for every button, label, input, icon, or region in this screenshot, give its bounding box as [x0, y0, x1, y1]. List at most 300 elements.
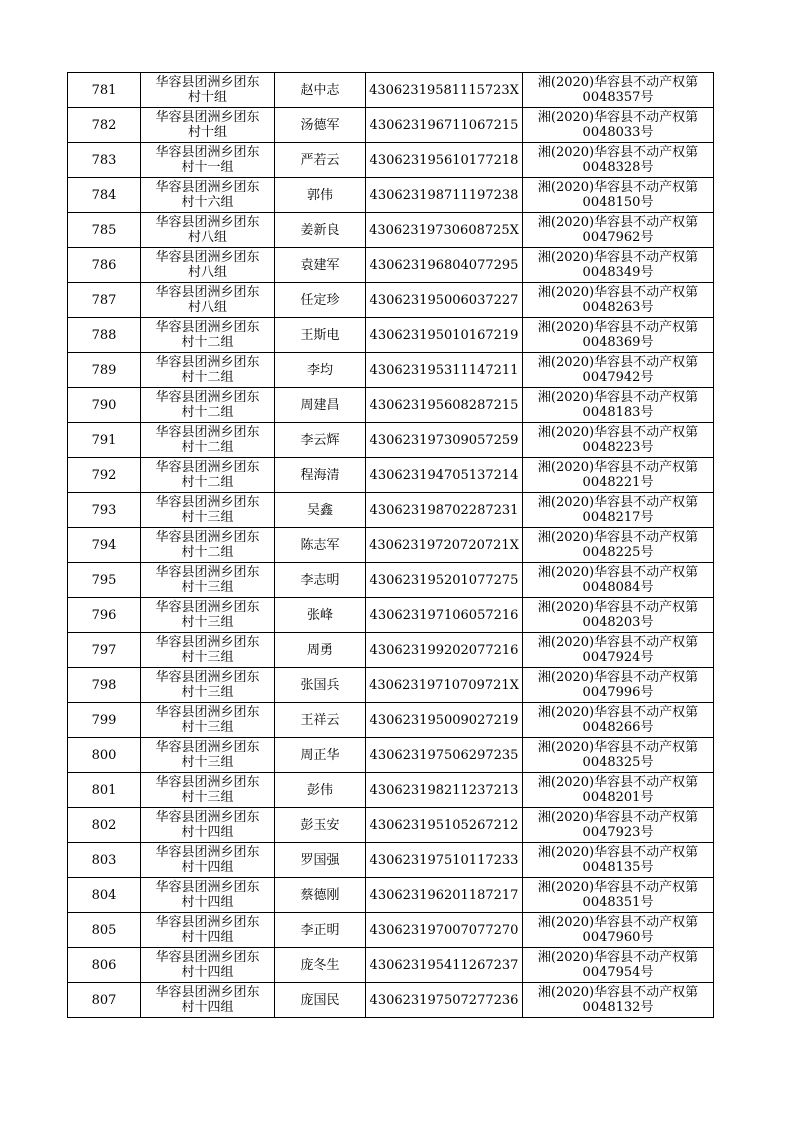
address-line-1: 华容县团洲乡团东 [155, 705, 260, 720]
person-name: 罗国强 [300, 852, 340, 868]
certificate-line-1: 湘(2020)华容县不动产权第 [537, 600, 699, 615]
table-row [68, 703, 714, 738]
address-line-1: 华容县团洲乡团东 [155, 390, 260, 405]
address-line-2: 村十三组 [181, 580, 234, 595]
name-cell [275, 318, 366, 353]
row-number: 794 [91, 537, 117, 553]
row-number: 795 [91, 572, 117, 588]
id-number: 430623196804077295 [369, 257, 519, 273]
person-name: 王斯电 [300, 327, 340, 343]
id-number-cell [366, 738, 523, 773]
certificate-line-1: 湘(2020)华容县不动产权第 [537, 530, 699, 545]
certificate-line-1: 湘(2020)华容县不动产权第 [537, 495, 699, 510]
id-number: 430623195006037227 [369, 292, 519, 308]
table-row [68, 178, 714, 213]
address-line-1: 华容县团洲乡团东 [155, 880, 260, 895]
person-name: 王祥云 [300, 712, 340, 728]
person-name: 李正明 [300, 922, 340, 938]
name-cell [275, 73, 366, 108]
id-number-cell [366, 458, 523, 493]
address-line-1: 华容县团洲乡团东 [155, 145, 260, 160]
certificate-cell [523, 353, 714, 388]
id-number-cell [366, 948, 523, 983]
address-line-2: 村十三组 [181, 755, 234, 770]
certificate-line-1: 湘(2020)华容县不动产权第 [537, 355, 699, 370]
address-cell [141, 668, 275, 703]
certificate-line-2: 0048266号 [582, 720, 654, 735]
table-row [68, 248, 714, 283]
row-number: 797 [91, 642, 117, 658]
certificate-line-2: 0048150号 [582, 195, 654, 210]
certificate-cell [523, 248, 714, 283]
name-cell [275, 633, 366, 668]
table-row [68, 668, 714, 703]
certificate-line-1: 湘(2020)华容县不动产权第 [537, 985, 699, 1000]
row-number: 802 [91, 817, 117, 833]
person-name: 周勇 [306, 642, 333, 658]
certificate-line-2: 0047942号 [582, 370, 654, 385]
address-line-2: 村八组 [187, 300, 227, 315]
table-row [68, 843, 714, 878]
row-number-cell [68, 983, 141, 1018]
address-line-2: 村十一组 [181, 160, 234, 175]
certificate-line-2: 0047954号 [582, 965, 654, 980]
id-number: 430623195608287215 [369, 397, 519, 413]
address-line-2: 村十组 [187, 125, 227, 140]
address-line-2: 村十二组 [181, 475, 234, 490]
certificate-cell [523, 108, 714, 143]
row-number-cell [68, 73, 141, 108]
person-name: 周建昌 [300, 397, 340, 413]
id-number-cell [366, 73, 523, 108]
person-name: 赵中志 [300, 82, 340, 98]
address-line-2: 村十二组 [181, 405, 234, 420]
address-line-1: 华容县团洲乡团东 [155, 285, 260, 300]
person-name: 陈志军 [300, 537, 340, 553]
address-cell [141, 983, 275, 1018]
name-cell [275, 563, 366, 598]
row-number-cell [68, 493, 141, 528]
address-cell [141, 493, 275, 528]
certificate-line-2: 0048328号 [582, 160, 654, 175]
person-name: 庞国民 [300, 992, 340, 1008]
row-number-cell [68, 248, 141, 283]
row-number: 786 [91, 257, 117, 273]
certificate-line-1: 湘(2020)华容县不动产权第 [537, 285, 699, 300]
row-number-cell [68, 948, 141, 983]
row-number: 791 [91, 432, 117, 448]
certificate-line-1: 湘(2020)华容县不动产权第 [537, 565, 699, 580]
address-line-2: 村十二组 [181, 335, 234, 350]
registry-table [67, 72, 714, 1018]
name-cell [275, 808, 366, 843]
address-cell [141, 388, 275, 423]
table-row [68, 213, 714, 248]
certificate-cell [523, 528, 714, 563]
certificate-cell [523, 143, 714, 178]
address-line-1: 华容县团洲乡团东 [155, 110, 260, 125]
row-number: 800 [91, 747, 117, 763]
id-number: 430623195311147211 [369, 362, 519, 378]
address-line-2: 村十四组 [181, 860, 234, 875]
address-line-1: 华容县团洲乡团东 [155, 75, 260, 90]
certificate-line-1: 湘(2020)华容县不动产权第 [537, 705, 699, 720]
person-name: 彭伟 [306, 782, 333, 798]
person-name: 吴鑫 [306, 502, 333, 518]
row-number: 792 [91, 467, 117, 483]
address-line-1: 华容县团洲乡团东 [155, 775, 260, 790]
row-number-cell [68, 178, 141, 213]
name-cell [275, 773, 366, 808]
certificate-line-1: 湘(2020)华容县不动产权第 [537, 390, 699, 405]
address-cell [141, 143, 275, 178]
certificate-line-2: 0048183号 [582, 405, 654, 420]
row-number: 804 [91, 887, 117, 903]
certificate-line-1: 湘(2020)华容县不动产权第 [537, 180, 699, 195]
id-number: 430623195201077275 [369, 572, 519, 588]
name-cell [275, 493, 366, 528]
certificate-cell [523, 388, 714, 423]
row-number: 806 [91, 957, 117, 973]
person-name: 李云辉 [300, 432, 340, 448]
person-name: 汤德军 [300, 117, 340, 133]
table-row [68, 913, 714, 948]
row-number: 789 [91, 362, 117, 378]
certificate-line-1: 湘(2020)华容县不动产权第 [537, 145, 699, 160]
address-line-2: 村八组 [187, 230, 227, 245]
name-cell [275, 248, 366, 283]
certificate-line-2: 0048201号 [582, 790, 654, 805]
address-line-2: 村十四组 [181, 1000, 234, 1015]
id-number: 430623195411267237 [369, 957, 519, 973]
registry-table-body [68, 73, 714, 1018]
certificate-line-2: 0047996号 [582, 685, 654, 700]
name-cell [275, 983, 366, 1018]
row-number-cell [68, 318, 141, 353]
id-number: 430623197007077270 [369, 922, 519, 938]
certificate-cell [523, 773, 714, 808]
person-name: 张峰 [306, 607, 333, 623]
certificate-line-1: 湘(2020)华容县不动产权第 [537, 845, 699, 860]
address-cell [141, 948, 275, 983]
address-line-1: 华容县团洲乡团东 [155, 740, 260, 755]
certificate-line-1: 湘(2020)华容县不动产权第 [537, 635, 699, 650]
name-cell [275, 843, 366, 878]
certificate-cell [523, 633, 714, 668]
address-line-1: 华容县团洲乡团东 [155, 215, 260, 230]
table-row [68, 318, 714, 353]
id-number-cell [366, 703, 523, 738]
certificate-cell [523, 983, 714, 1018]
id-number: 43062319730608725X [369, 222, 519, 238]
name-cell [275, 668, 366, 703]
certificate-line-1: 湘(2020)华容县不动产权第 [537, 670, 699, 685]
row-number-cell [68, 668, 141, 703]
certificate-line-2: 0048033号 [582, 125, 654, 140]
name-cell [275, 528, 366, 563]
id-number-cell [366, 913, 523, 948]
name-cell [275, 948, 366, 983]
name-cell [275, 178, 366, 213]
row-number-cell [68, 143, 141, 178]
row-number: 782 [91, 117, 117, 133]
certificate-cell [523, 283, 714, 318]
address-line-2: 村十三组 [181, 510, 234, 525]
id-number-cell [366, 248, 523, 283]
row-number-cell [68, 563, 141, 598]
address-cell [141, 703, 275, 738]
name-cell [275, 598, 366, 633]
row-number-cell [68, 213, 141, 248]
certificate-cell [523, 738, 714, 773]
table-row [68, 73, 714, 108]
address-cell [141, 353, 275, 388]
row-number-cell [68, 738, 141, 773]
certificate-cell [523, 913, 714, 948]
certificate-cell [523, 73, 714, 108]
certificate-line-2: 0048084号 [582, 580, 654, 595]
row-number-cell [68, 773, 141, 808]
address-line-2: 村十组 [187, 90, 227, 105]
certificate-line-1: 湘(2020)华容县不动产权第 [537, 215, 699, 230]
row-number-cell [68, 598, 141, 633]
row-number: 805 [91, 922, 117, 938]
id-number-cell [366, 493, 523, 528]
table-row [68, 493, 714, 528]
table-row [68, 598, 714, 633]
id-number-cell [366, 528, 523, 563]
certificate-cell [523, 948, 714, 983]
table-row [68, 283, 714, 318]
person-name: 任定珍 [300, 292, 340, 308]
certificate-cell [523, 703, 714, 738]
address-cell [141, 633, 275, 668]
certificate-line-2: 0048223号 [582, 440, 654, 455]
address-line-1: 华容县团洲乡团东 [155, 950, 260, 965]
certificate-cell [523, 178, 714, 213]
table-row [68, 423, 714, 458]
id-number-cell [366, 283, 523, 318]
person-name: 彭玉安 [300, 817, 340, 833]
address-line-1: 华容县团洲乡团东 [155, 355, 260, 370]
table-row [68, 983, 714, 1018]
name-cell [275, 703, 366, 738]
id-number-cell [366, 353, 523, 388]
table-row [68, 738, 714, 773]
address-line-2: 村十三组 [181, 650, 234, 665]
address-line-1: 华容县团洲乡团东 [155, 810, 260, 825]
person-name: 庞冬生 [300, 957, 340, 973]
address-cell [141, 808, 275, 843]
address-line-1: 华容县团洲乡团东 [155, 845, 260, 860]
id-number-cell [366, 388, 523, 423]
id-number-cell [366, 843, 523, 878]
row-number-cell [68, 458, 141, 493]
person-name: 李均 [306, 362, 333, 378]
id-number-cell [366, 773, 523, 808]
table-row [68, 353, 714, 388]
address-line-1: 华容县团洲乡团东 [155, 600, 260, 615]
certificate-cell [523, 493, 714, 528]
address-line-2: 村十三组 [181, 790, 234, 805]
certificate-line-2: 0048221号 [582, 475, 654, 490]
row-number-cell [68, 108, 141, 143]
certificate-line-2: 0047923号 [582, 825, 654, 840]
certificate-line-2: 0047962号 [582, 230, 654, 245]
id-number-cell [366, 423, 523, 458]
address-line-2: 村十三组 [181, 615, 234, 630]
id-number: 430623197507277236 [369, 992, 519, 1008]
id-number: 430623195010167219 [369, 327, 519, 343]
certificate-cell [523, 318, 714, 353]
address-cell [141, 213, 275, 248]
id-number-cell [366, 178, 523, 213]
address-cell [141, 73, 275, 108]
certificate-cell [523, 878, 714, 913]
row-number-cell [68, 808, 141, 843]
table-row [68, 458, 714, 493]
name-cell [275, 738, 366, 773]
row-number: 799 [91, 712, 117, 728]
address-line-2: 村十六组 [181, 195, 234, 210]
table-row [68, 108, 714, 143]
address-cell [141, 458, 275, 493]
address-line-1: 华容县团洲乡团东 [155, 915, 260, 930]
address-cell [141, 248, 275, 283]
name-cell [275, 423, 366, 458]
name-cell [275, 283, 366, 318]
certificate-line-1: 湘(2020)华容县不动产权第 [537, 950, 699, 965]
name-cell [275, 213, 366, 248]
row-number: 798 [91, 677, 117, 693]
row-number-cell [68, 528, 141, 563]
certificate-line-2: 0048217号 [582, 510, 654, 525]
id-number-cell [366, 213, 523, 248]
certificate-line-2: 0048132号 [582, 1000, 654, 1015]
address-line-2: 村十四组 [181, 825, 234, 840]
table-row [68, 143, 714, 178]
certificate-line-1: 湘(2020)华容县不动产权第 [537, 460, 699, 475]
address-cell [141, 913, 275, 948]
id-number: 430623197309057259 [369, 432, 519, 448]
name-cell [275, 458, 366, 493]
id-number: 430623198711197238 [369, 187, 519, 203]
id-number-cell [366, 563, 523, 598]
row-number: 793 [91, 502, 117, 518]
id-number-cell [366, 878, 523, 913]
certificate-line-2: 0048351号 [582, 895, 654, 910]
table-row [68, 878, 714, 913]
row-number-cell [68, 913, 141, 948]
id-number: 430623197106057216 [369, 607, 519, 623]
id-number-cell [366, 598, 523, 633]
address-line-1: 华容县团洲乡团东 [155, 460, 260, 475]
certificate-cell [523, 808, 714, 843]
certificate-cell [523, 213, 714, 248]
id-number: 430623194705137214 [369, 467, 519, 483]
address-line-2: 村十四组 [181, 930, 234, 945]
certificate-cell [523, 668, 714, 703]
person-name: 蔡德刚 [300, 887, 340, 903]
certificate-line-2: 0047960号 [582, 930, 654, 945]
id-number: 430623196711067215 [369, 117, 519, 133]
certificate-line-1: 湘(2020)华容县不动产权第 [537, 110, 699, 125]
certificate-line-2: 0048225号 [582, 545, 654, 560]
address-line-2: 村十二组 [181, 370, 234, 385]
id-number: 430623195105267212 [369, 817, 519, 833]
person-name: 姜新良 [300, 222, 340, 238]
row-number: 785 [91, 222, 117, 238]
table-row [68, 563, 714, 598]
id-number-cell [366, 108, 523, 143]
certificate-line-1: 湘(2020)华容县不动产权第 [537, 740, 699, 755]
address-cell [141, 528, 275, 563]
table-row [68, 773, 714, 808]
name-cell [275, 878, 366, 913]
id-number: 43062319720720721X [369, 537, 519, 553]
certificate-line-1: 湘(2020)华容县不动产权第 [537, 810, 699, 825]
id-number: 43062319581115723X [369, 82, 519, 98]
address-line-2: 村十四组 [181, 965, 234, 980]
name-cell [275, 108, 366, 143]
id-number: 430623199202077216 [369, 642, 519, 658]
address-cell [141, 738, 275, 773]
row-number-cell [68, 703, 141, 738]
person-name: 郭伟 [306, 187, 333, 203]
name-cell [275, 913, 366, 948]
certificate-cell [523, 563, 714, 598]
address-line-1: 华容县团洲乡团东 [155, 425, 260, 440]
address-line-1: 华容县团洲乡团东 [155, 180, 260, 195]
id-number: 430623195610177218 [369, 152, 519, 168]
table-row [68, 388, 714, 423]
table-row [68, 948, 714, 983]
address-line-2: 村十三组 [181, 720, 234, 735]
certificate-line-2: 0048349号 [582, 265, 654, 280]
address-cell [141, 598, 275, 633]
row-number: 787 [91, 292, 117, 308]
certificate-line-1: 湘(2020)华容县不动产权第 [537, 320, 699, 335]
address-cell [141, 283, 275, 318]
row-number: 807 [91, 992, 117, 1008]
address-line-2: 村十四组 [181, 895, 234, 910]
certificate-line-1: 湘(2020)华容县不动产权第 [537, 915, 699, 930]
id-number: 430623196201187217 [369, 887, 519, 903]
address-line-1: 华容县团洲乡团东 [155, 320, 260, 335]
id-number-cell [366, 808, 523, 843]
row-number-cell [68, 283, 141, 318]
id-number-cell [366, 318, 523, 353]
address-cell [141, 878, 275, 913]
name-cell [275, 353, 366, 388]
row-number: 784 [91, 187, 117, 203]
name-cell [275, 143, 366, 178]
row-number-cell [68, 423, 141, 458]
address-line-1: 华容县团洲乡团东 [155, 670, 260, 685]
person-name: 李志明 [300, 572, 340, 588]
certificate-cell [523, 423, 714, 458]
person-name: 严若云 [300, 152, 340, 168]
certificate-line-1: 湘(2020)华容县不动产权第 [537, 250, 699, 265]
name-cell [275, 388, 366, 423]
id-number: 430623198211237213 [369, 782, 519, 798]
address-line-1: 华容县团洲乡团东 [155, 635, 260, 650]
id-number: 430623197506297235 [369, 747, 519, 763]
address-cell [141, 108, 275, 143]
row-number: 801 [91, 782, 117, 798]
person-name: 周正华 [300, 747, 340, 763]
address-cell [141, 563, 275, 598]
